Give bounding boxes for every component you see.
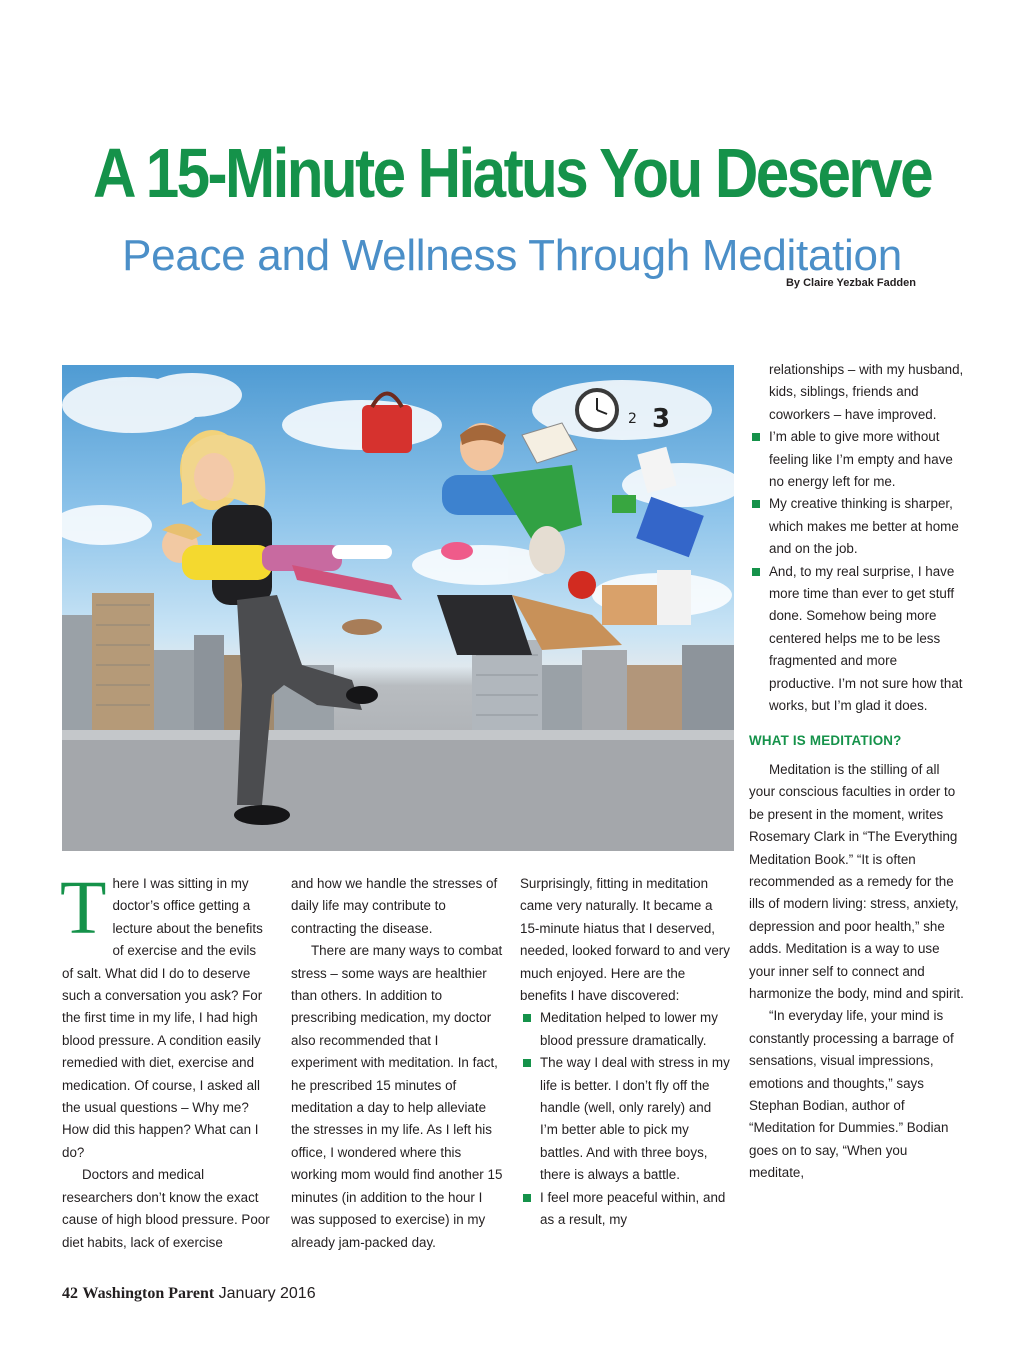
benefit-list-item: I feel more peaceful within, and as a result, my	[520, 1187, 732, 1232]
article-column-4	[749, 359, 965, 1185]
svg-text:2: 2	[628, 411, 637, 427]
article-subtitle: Peace and Wellness Through Meditation	[122, 231, 902, 280]
green-square-bullet-icon	[523, 1059, 531, 1067]
green-square-bullet-icon	[523, 1014, 531, 1022]
paragraph: here I was sitting in my doctor’s office getting a lecture about the benefits of exercise and the evils of salt. What did I do to deserve such a conversation you ask? For the first time in my life, I had high blood pressure. A condition easily remedied with diet, exercise and medication. Of course, I asked all the usual questions – Why me? How did this happen? What can I do?	[62, 876, 263, 1160]
green-square-bullet-icon	[752, 568, 760, 576]
paragraph: Doctors and medical researchers don’t know the exact cause of high blood pressure. Poor diet habits, lack of exercise	[62, 1167, 270, 1250]
paragraph: Meditation is the stilling of all your conscious faculties in order to be present in the moment, writes Rosemary Clark in “The Everything Meditation Book.” “It is often recommended as a remedy for the ills of modern living: stress, anxiety, depression and poor health,” she adds. Meditation is a way to use your inner self to connect and harmonize the body, mind and spirit.	[749, 761, 964, 1001]
article-column-1	[60, 866, 270, 1254]
article-column-2	[291, 873, 506, 1254]
green-square-bullet-icon	[752, 433, 760, 441]
benefit-list-item: Meditation helped to lower my blood pressure dramatically.	[520, 1007, 732, 1052]
paragraph: relationships – with my husband, kids, siblings, friends and coworkers – have improved.	[769, 362, 964, 422]
paragraph: and how we handle the stresses of daily life may contribute to contracting the disease.	[291, 876, 498, 936]
benefit-list-item: I’m able to give more without feeling like I’m empty and have no energy left for me.	[749, 426, 965, 493]
magazine-name: Washington Parent	[82, 1285, 215, 1302]
green-square-bullet-icon	[752, 500, 760, 508]
article-column-3	[520, 873, 732, 1232]
issue-date: January 2016	[218, 1285, 316, 1302]
benefit-list-item: My creative thinking is sharper, which makes me better at home and on the job.	[749, 493, 965, 560]
drop-cap: T	[60, 866, 107, 950]
article-title: A 15-Minute Hiatus You Deserve	[92, 134, 932, 212]
hero-photo	[62, 365, 734, 851]
section-heading: WHAT IS MEDITATION?	[749, 732, 902, 748]
paragraph: There are many ways to combat stress – some ways are healthier than others. In addition to prescribing medication, my doctor also recommended that I experiment with meditation. In fact, he prescribed 15 minutes of meditation a day to help alleviate the stresses in my life. As I left his office, I wondered where this working mom would find another 15 minutes (in addition to the hour I was supposed to exercise) in my already jam-packed day.	[291, 943, 503, 1250]
paragraph: Surprisingly, fitting in meditation came very naturally. It became a 15-minute hiatus that I deserved, needed, looked forward to and very much enjoyed. Here are the benefits I have discovered:	[520, 876, 730, 1004]
page-number: 42	[62, 1285, 78, 1302]
page-footer	[62, 1285, 316, 1303]
green-square-bullet-icon	[523, 1194, 531, 1202]
busy-mom-illustration	[62, 365, 734, 851]
byline: By Claire Yezbak Fadden	[785, 277, 916, 289]
benefit-list-item: The way I deal with stress in my life is better. I don’t fly off the handle (well, only rarely) and I’m better able to pick my battles. And with three boys, there is always a battle.	[520, 1052, 732, 1186]
paragraph: “In everyday life, your mind is constantly processing a barrage of sensations, visual impressions, emotions and thoughts,” says Stephan Bodian, author of “Meditation for Dummies.” Bodian goes on to say, “When you meditate,	[749, 1008, 954, 1181]
svg-text:3: 3	[652, 404, 671, 434]
benefit-list-item: And, to my real surprise, I have more time than ever to get stuff done. Somehow being more centered helps me to be less fragmented and more productive. I’m not sure how that works, but I’m glad it does.	[749, 561, 965, 718]
